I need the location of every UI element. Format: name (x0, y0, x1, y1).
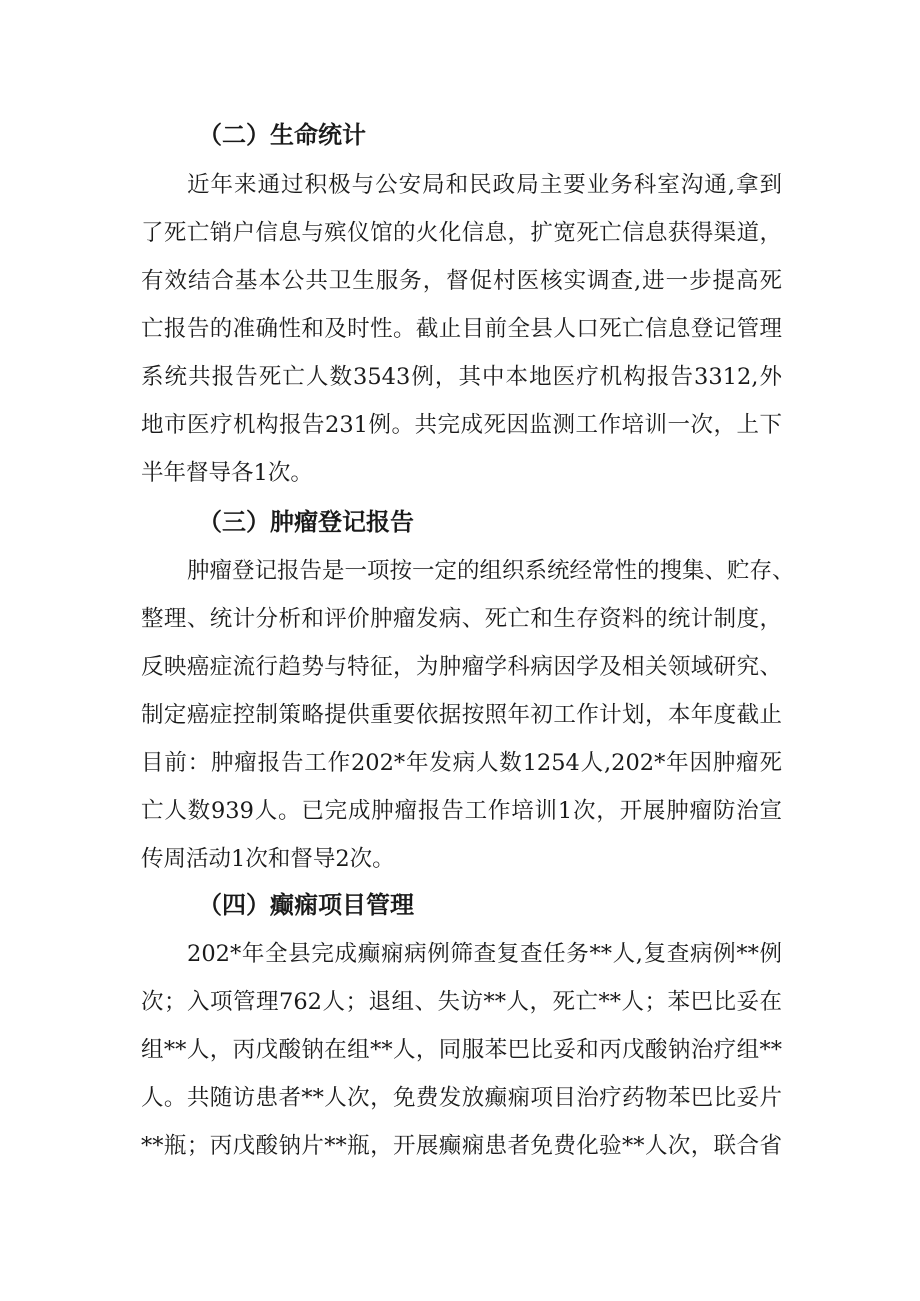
section-heading-vital-statistics: （二）生命统计 (198, 121, 366, 149)
paragraph-line: 反映癌症流行趋势与特征，为肿瘤学科病因学及相关领域研究、 (141, 654, 782, 680)
paragraph-line: 肿瘤登记报告是一项按一定的组织系统经常性的搜集、贮存、 (187, 558, 795, 584)
paragraph-line: 亡人数939人。已完成肿瘤报告工作培训1次，开展肿瘤防治宣 (141, 798, 782, 824)
paragraph-line: 传周活动1次和督导2次。 (141, 846, 395, 872)
paragraph-line: 制定癌症控制策略提供重要依据按照年初工作计划，本年度截止 (141, 702, 782, 728)
paragraph-line: 202*年全县完成癫痫病例筛查复查任务**人,复查病例**例 (187, 941, 782, 967)
paragraph-line: 整理、统计分析和评价肿瘤发病、死亡和生存资料的统计制度， (141, 606, 782, 632)
paragraph-line: 地市医疗机构报告231例。共完成死因监测工作培训一次，上下 (141, 412, 782, 438)
section-heading-tumor-registry: （三）肿瘤登记报告 (198, 508, 414, 536)
paragraph-line: 人。共随访患者**人次，免费发放癫痫项目治疗药物苯巴比妥片 (141, 1085, 782, 1111)
paragraph-line: 近年来通过积极与公安局和民政局主要业务科室沟通,拿到 (187, 172, 782, 198)
paragraph-line: 有效结合基本公共卫生服务，督促村医核实调查,进一步提高死 (141, 268, 782, 294)
paragraph-line: 亡报告的准确性和及时性。截止目前全县人口死亡信息登记管理 (141, 316, 782, 342)
paragraph-line: 次；入项管理762人；退组、失访**人，死亡**人；苯巴比妥在 (141, 989, 782, 1015)
paragraph-line: 系统共报告死亡人数3543例，其中本地医疗机构报告3312,外 (141, 364, 782, 390)
paragraph-line: 了死亡销户信息与殡仪馆的火化信息，扩宽死亡信息获得渠道， (141, 220, 782, 246)
section-heading-epilepsy-project: （四）癫痫项目管理 (198, 891, 414, 919)
paragraph-line: 半年督导各1次。 (141, 460, 313, 486)
paragraph-line: **瓶；丙戊酸钠片**瓶，开展癫痫患者免费化验**人次，联合省 (141, 1133, 782, 1159)
paragraph-line: 组**人，丙戊酸钠在组**人，同服苯巴比妥和丙戊酸钠治疗组** (141, 1037, 782, 1063)
paragraph-line: 目前：肿瘤报告工作202*年发病人数1254人,202*年因肿瘤死 (141, 750, 782, 776)
